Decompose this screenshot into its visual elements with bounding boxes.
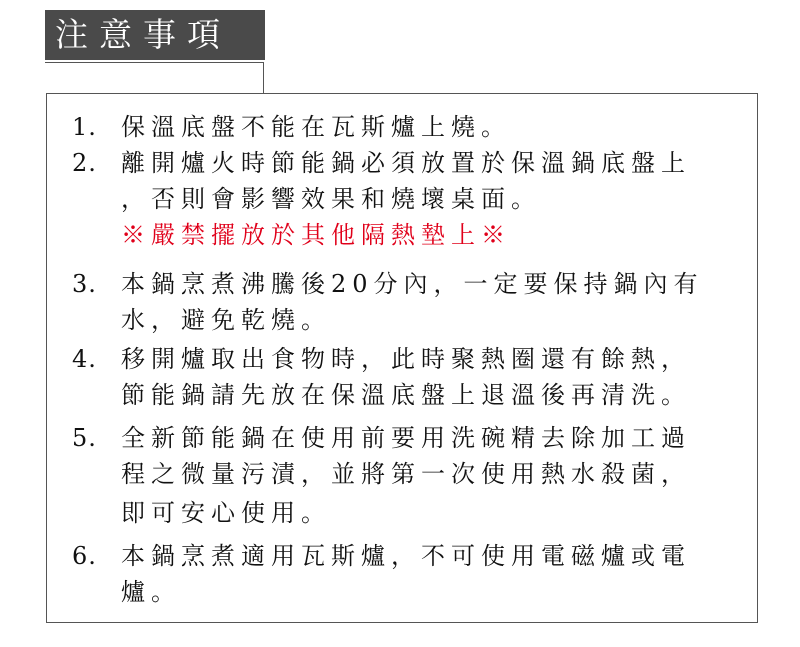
item-text: 保溫底盤不能在瓦斯爐上燒。 bbox=[121, 113, 511, 141]
item-text-continued: 程之微量污漬，並將第一次使用熱水殺菌， bbox=[121, 460, 691, 488]
item-text: 本鍋烹煮沸騰後20分內，一定要保持鍋內有 bbox=[121, 270, 704, 298]
item-number: 5. bbox=[72, 424, 97, 452]
item-text-continued: 即可安心使用。 bbox=[121, 499, 331, 527]
warning-text: ※嚴禁擺放於其他隔熱墊上※ bbox=[121, 221, 511, 249]
item-text-continued: 水，避免乾燒。 bbox=[121, 306, 331, 334]
notice-box bbox=[46, 93, 758, 623]
item-number: 4. bbox=[72, 345, 97, 373]
item-number: 1. bbox=[72, 113, 97, 141]
item-text-continued: 爐。 bbox=[121, 578, 181, 606]
section-title: 注意事項 bbox=[45, 10, 265, 60]
item-number: 6. bbox=[72, 542, 97, 570]
item-text: 本鍋烹煮適用瓦斯爐，不可使用電磁爐或電 bbox=[121, 542, 691, 570]
item-text: 離開爐火時節能鍋必須放置於保溫鍋底盤上 bbox=[121, 149, 691, 177]
title-connector-vertical bbox=[263, 62, 264, 94]
item-text-continued: 節能鍋請先放在保溫底盤上退溫後再清洗。 bbox=[121, 381, 691, 409]
item-number: 3. bbox=[72, 270, 97, 298]
item-text-continued: ，否則會影響效果和燒壞桌面。 bbox=[121, 185, 541, 213]
title-connector-line bbox=[45, 62, 263, 63]
item-number: 2. bbox=[72, 149, 97, 177]
item-text: 全新節能鍋在使用前要用洗碗精去除加工過 bbox=[121, 424, 691, 452]
item-text: 移開爐取出食物時，此時聚熱圈還有餘熱， bbox=[121, 345, 691, 373]
